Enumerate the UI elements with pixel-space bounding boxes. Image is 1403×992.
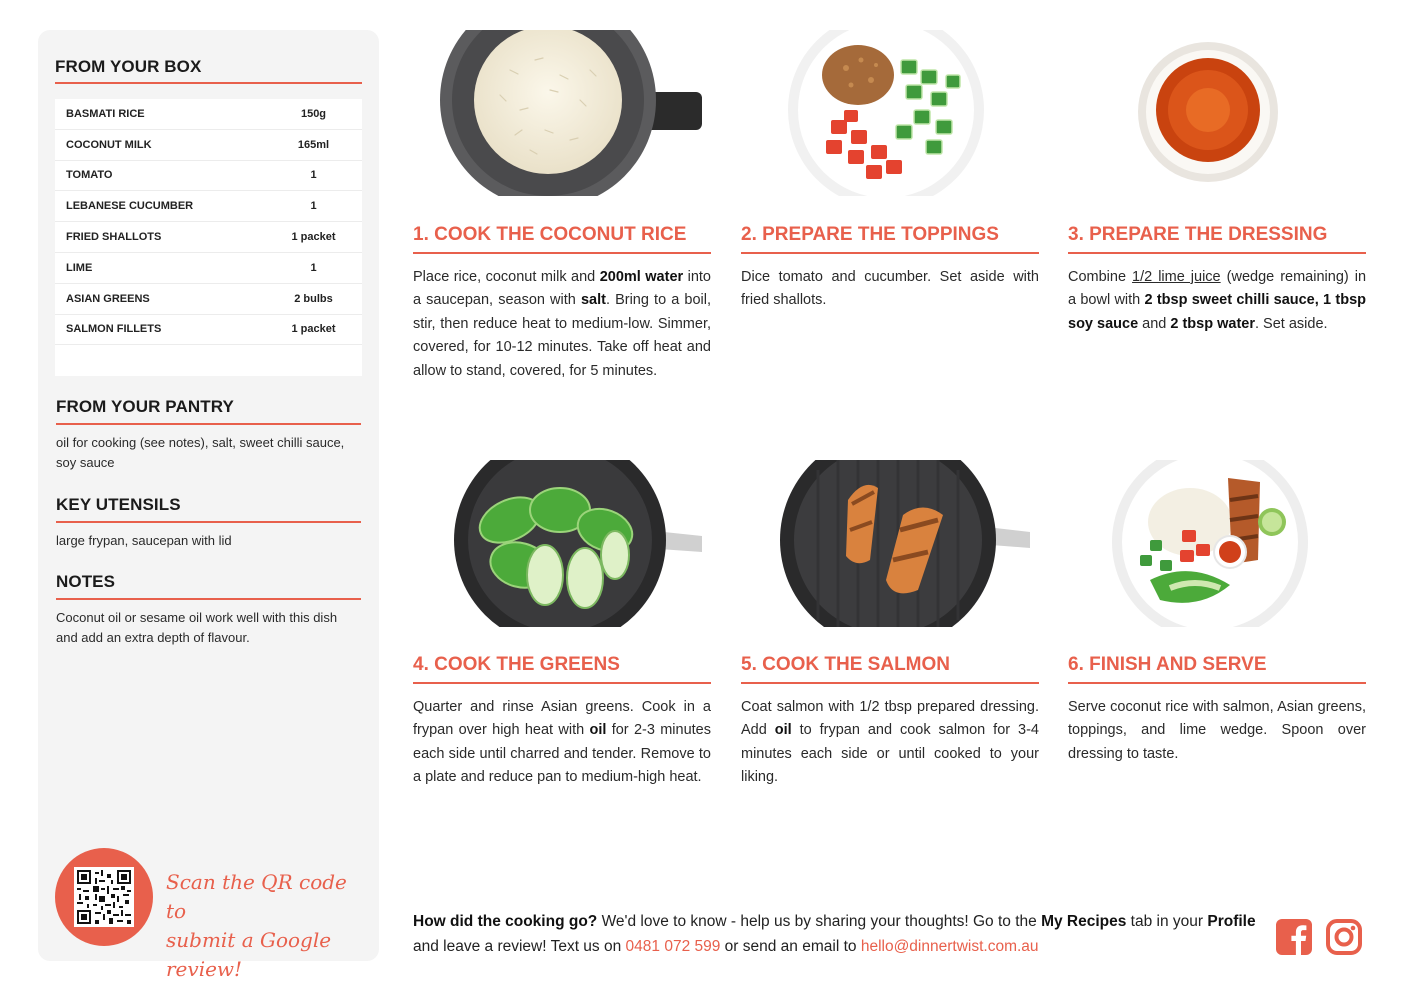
pantry-title: FROM YOUR PANTRY: [56, 397, 234, 416]
table-row: [55, 284, 362, 315]
rice-pot-image: [440, 30, 702, 196]
ingredient-qty: 1 packet: [291, 231, 336, 244]
footer-text: and leave a review! Text us on: [413, 938, 626, 955]
qr-badge[interactable]: [55, 848, 153, 946]
step-text-bold: oil: [589, 722, 607, 739]
divider: [56, 598, 361, 600]
step-text-bold: 2 tbsp sweet chilli sauce, 1 tbsp soy sauce: [1068, 292, 1366, 332]
salmon-pan-image: [778, 460, 1030, 627]
my-recipes-link[interactable]: My Recipes: [1041, 913, 1127, 930]
step-text: [1068, 696, 1366, 766]
divider: [55, 82, 362, 84]
step-title: 1. COOK THE COCONUT RICE: [413, 224, 687, 245]
step-text-bold: salt: [580, 292, 606, 309]
ingredient-name: LEBANESE CUCUMBER: [66, 200, 194, 213]
divider: [1068, 252, 1366, 254]
dressing-bowl-image: [1136, 40, 1281, 185]
table-row: [55, 161, 362, 192]
table-row: [55, 253, 362, 284]
utensils-section: [56, 495, 361, 551]
pantry-text: oil for cooking (see notes), salt, sweet chilli sauce, soy sauce: [56, 435, 345, 470]
footer-text: tab in your: [1126, 913, 1208, 930]
divider: [413, 682, 711, 684]
ingredient-name: LIME: [66, 261, 93, 274]
step-text-part: into a saucepan, season with: [413, 269, 711, 309]
ingredient-name: COCONUT MILK: [66, 138, 152, 151]
ingredients-table: [55, 99, 362, 376]
email-link[interactable]: hello@dinnertwist.com.au: [860, 938, 1039, 955]
footer-text: We'd love to know - help us by sharing your thoughts! Go to the: [597, 913, 1042, 930]
step-text-part: Place rice, coconut milk and: [413, 269, 600, 285]
phone-link[interactable]: 0481 072 599: [625, 938, 721, 955]
ingredient-qty: 2 bulbs: [294, 292, 333, 305]
step-text: [413, 696, 711, 790]
ingredient-name: ASIAN GREENS: [66, 292, 150, 305]
pantry-section: [56, 397, 361, 473]
step-text-part: Quarter and rinse Asian greens. Cook in a frypan over high heat with: [413, 699, 711, 739]
qr-message: [166, 868, 366, 984]
divider: [741, 682, 1039, 684]
footer-text: or send an email to: [720, 938, 861, 955]
step-title: 4. COOK THE GREENS: [413, 654, 620, 675]
divider: [1068, 682, 1366, 684]
step-text-bold: 200ml water: [599, 269, 684, 285]
ingredient-qty: 1: [310, 261, 317, 274]
step-text: [741, 266, 1039, 313]
step-text-bold: oil: [774, 722, 792, 739]
step-text: [413, 266, 711, 383]
step-text-part: (wedge remaining) in a bowl with: [1068, 269, 1367, 309]
step-text-part: and: [1138, 315, 1171, 332]
footer-question: How did the cooking go?: [413, 913, 598, 930]
ingredient-name: FRIED SHALLOTS: [66, 231, 162, 244]
ingredients-sidebar: [38, 30, 379, 981]
step-text-part: Dice tomato and cucumber. Set aside with fried shallots.: [741, 269, 1039, 309]
step-text-part: Serve coconut rice with salmon, Asian greens, toppings, and lime wedge. Spoon over dressing to taste.: [1068, 699, 1366, 762]
qr-message-line: Scan the QR code to: [166, 870, 347, 923]
notes-section: [56, 572, 361, 648]
facebook-icon[interactable]: [1275, 918, 1313, 956]
divider: [741, 252, 1039, 254]
step-title: 5. COOK THE SALMON: [741, 654, 951, 675]
qr-code-icon[interactable]: [74, 867, 134, 927]
divider: [56, 423, 361, 425]
instagram-icon[interactable]: [1325, 918, 1363, 956]
ingredient-name: TOMATO: [66, 169, 113, 182]
table-row: [55, 315, 362, 346]
toppings-plate-image: [786, 30, 986, 196]
review-footer: [413, 909, 1258, 959]
step-text: [741, 696, 1039, 790]
utensils-text: large frypan, saucepan with lid: [56, 533, 232, 548]
ingredient-qty: 1: [310, 200, 317, 213]
table-row: [55, 99, 362, 130]
divider: [413, 252, 711, 254]
ingredient-qty: 150g: [300, 107, 327, 120]
step-text-part: Combine: [1068, 269, 1133, 285]
table-row: [55, 222, 362, 253]
step-text-part: to frypan and cook salmon for 3-4 minutes each side or until cooked to your liking.: [741, 722, 1039, 786]
step-text-part: Coat salmon with 1/2 tbsp prepared dressing. Add: [741, 699, 1039, 739]
finished-dish-image: [1110, 460, 1310, 627]
step-title: 6. FINISH AND SERVE: [1068, 654, 1267, 675]
utensils-title: KEY UTENSILS: [56, 495, 181, 514]
ingredient-name: SALMON FILLETS: [66, 323, 162, 336]
step-text-underline: 1/2 lime juice: [1132, 269, 1221, 285]
ingredient-name: BASMATI RICE: [66, 107, 145, 120]
ingredient-qty: 1: [310, 169, 317, 182]
table-row: [55, 191, 362, 222]
ingredient-qty: 165ml: [297, 138, 330, 151]
greens-pan-image: [450, 460, 702, 627]
step-text-bold: 2 tbsp water: [1170, 315, 1255, 332]
step-title: 3. PREPARE THE DRESSING: [1068, 224, 1328, 245]
table-row: [55, 130, 362, 161]
divider: [56, 521, 361, 523]
step-text-part: . Set aside.: [1255, 315, 1328, 332]
notes-text: Coconut oil or sesame oil work well with this dish and add an extra depth of flavour.: [56, 610, 338, 645]
notes-title: NOTES: [56, 572, 116, 591]
step-title: 2. PREPARE THE TOPPINGS: [741, 224, 999, 245]
qr-message-line: submit a Google review!: [166, 928, 332, 981]
from-your-box-title: FROM YOUR BOX: [55, 57, 202, 76]
step-text-part: for 2-3 minutes each side until charred and tender. Remove to a plate and reduce pan to medium-high heat.: [413, 722, 711, 786]
profile-link[interactable]: Profile: [1207, 913, 1256, 930]
step-text-part: . Bring to a boil, stir, then reduce heat to medium-low. Simmer, covered, for 10-12 minutes. Take off heat and allow to stand, covered, for 5 minutes.: [413, 292, 712, 379]
step-text: [1068, 266, 1366, 336]
ingredient-qty: 1 packet: [291, 323, 336, 336]
